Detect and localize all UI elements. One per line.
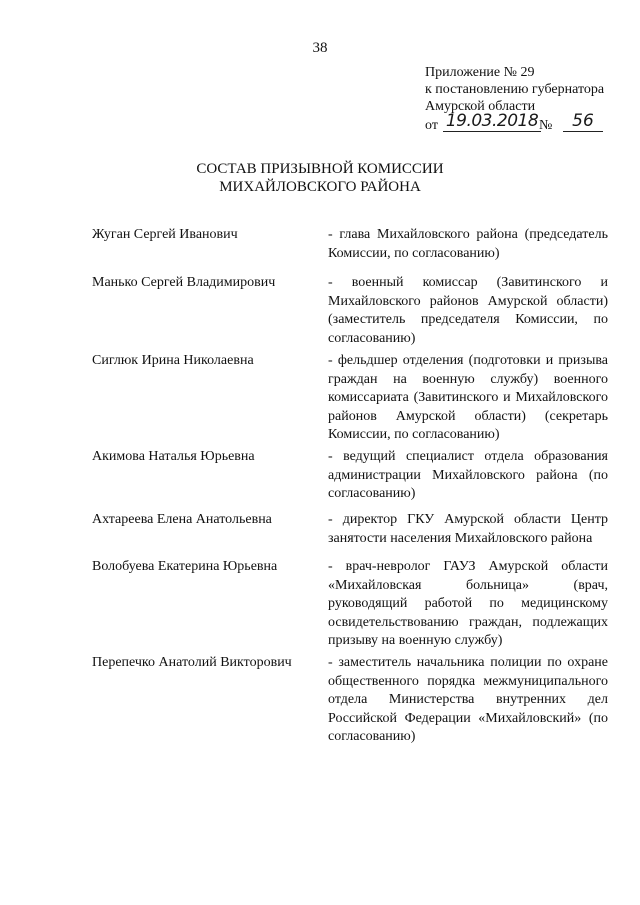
appendix-block — [425, 64, 604, 135]
member-role: - фельдшер отделения (подготовки и призыва граждан на военную службу) военного комиссариата (Завитинского и Михайловского районов Амурской области) (секретарь Комиссии, по согласованию) — [328, 353, 608, 442]
page-number: 38 — [312, 40, 328, 56]
handwritten-number: 56 — [563, 111, 603, 132]
handwritten-date: 19.03.2018 — [443, 111, 541, 132]
member-name: Манько Сергей Владимирович — [92, 275, 276, 290]
appendix-reference: к постановлению губернатора — [425, 82, 605, 97]
member-role: - глава Михайловского района (председатель Комиссии, по согласованию) — [328, 227, 608, 261]
appendix-signature-line — [425, 111, 604, 135]
member-role: - директор ГКУ Амурской области Центр занятости населения Михайловского района — [328, 512, 608, 546]
member-name: Акимова Наталья Юрьевна — [92, 449, 255, 464]
member-name: Волобуева Екатерина Юрьевна — [92, 559, 278, 574]
member-role: - ведущий специалист отдела образования администрации Михайловского района (по согласованию) — [328, 449, 608, 501]
title-line-2: МИХАЙЛОВСКОГО РАЙОНА — [219, 179, 421, 195]
member-name: Ахтареева Елена Анатольевна — [92, 512, 272, 527]
member-name: Перепечко Анатолий Викторович — [92, 655, 292, 670]
document-title — [0, 160, 640, 196]
member-name: Жуган Сергей Иванович — [92, 227, 238, 242]
title-line-1: СОСТАВ ПРИЗЫВНОЙ КОМИССИИ — [196, 161, 444, 177]
member-role: - заместитель начальника полиции по охране общественного порядка межмуниципального отдела Министерства внутренних дел Российской Федерации «Михайловский» (по согласованию) — [328, 655, 608, 744]
from-label: от — [425, 118, 438, 133]
appendix-title: Приложение № 29 — [425, 65, 535, 80]
member-role: - военный комиссар (Завитинского и Михайловского районов Амурской области) (заместитель председателя Комиссии, по согласованию) — [328, 275, 608, 346]
member-role: - врач-невролог ГАУЗ Амурской области «Михайловская больница» (врач, руководящий работой по медицинскому освидетельствованию граждан, подлежащих призыву на военную службу) — [328, 559, 608, 648]
number-label: № — [539, 118, 553, 133]
member-name: Сиглюк Ирина Николаевна — [92, 353, 254, 368]
appendix-region: Амурской области — [425, 99, 536, 114]
